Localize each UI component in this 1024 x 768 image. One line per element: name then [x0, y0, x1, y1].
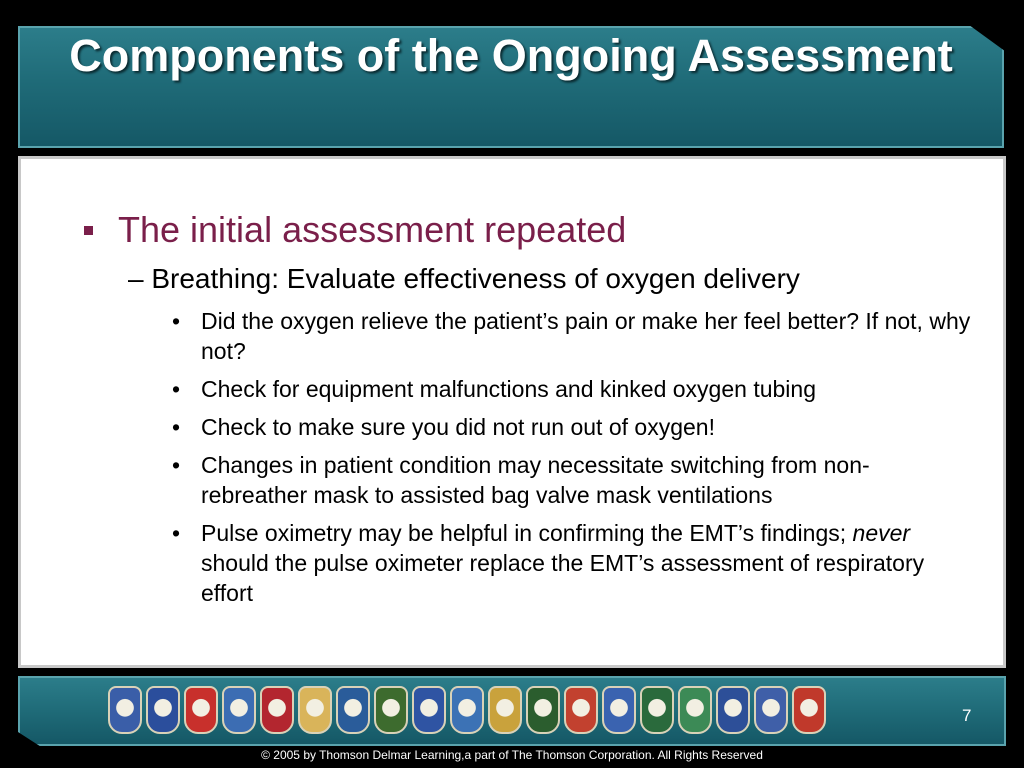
list-item	[172, 374, 972, 404]
ems-patch-logo	[716, 686, 750, 734]
list-item	[172, 412, 972, 442]
level2-text: Breathing: Evaluate effectiveness of oxygen delivery	[151, 263, 800, 294]
bullet-dot: •	[172, 376, 181, 402]
ems-patch-logo	[108, 686, 142, 734]
square-bullet-icon	[84, 226, 93, 235]
ems-patch-logo	[754, 686, 788, 734]
bullet-dot: •	[172, 452, 181, 478]
ems-patch-logo	[146, 686, 180, 734]
bullet-dot: •	[172, 520, 181, 546]
bullet-list	[172, 306, 972, 616]
ems-patch-logo	[374, 686, 408, 734]
list-item	[172, 518, 972, 608]
ems-patch-logo	[184, 686, 218, 734]
ems-patch-logo	[222, 686, 256, 734]
ems-patch-logo	[640, 686, 674, 734]
ems-patch-logo	[260, 686, 294, 734]
page-number: 7	[962, 706, 972, 725]
ems-patch-logo	[792, 686, 826, 734]
ems-patch-logo	[602, 686, 636, 734]
bullet-text: Changes in patient condition may necessitate switching from non-rebreather mask to assisted bag valve mask ventilations	[201, 452, 870, 508]
ems-patch-logo	[564, 686, 598, 734]
ems-patch-logo	[526, 686, 560, 734]
bullet-text: Did the oxygen relieve the patient’s pain or make her feel better? If not, why not?	[201, 308, 971, 364]
bullet-text-emphasis: never	[852, 520, 911, 546]
bullet-text-post: should the pulse oximeter replace the EMT’s assessment of respiratory effort	[201, 550, 925, 606]
bullet-dot: •	[172, 414, 181, 440]
ems-patch-logo	[298, 686, 332, 734]
list-item	[172, 306, 972, 366]
ems-patch-logo	[412, 686, 446, 734]
list-item	[172, 450, 972, 510]
ems-patch-logo	[336, 686, 370, 734]
bullet-text-pre: Pulse oximetry may be helpful in confirming the EMT’s findings;	[201, 520, 853, 546]
level1-text: The initial assessment repeated	[118, 209, 627, 250]
bullet-text: Check to make sure you did not run out of oxygen!	[201, 414, 715, 440]
ems-patch-logo	[678, 686, 712, 734]
dash-bullet: –	[128, 263, 144, 294]
level2-bullet	[128, 262, 800, 296]
ems-patch-logo	[488, 686, 522, 734]
agency-patches	[108, 686, 826, 738]
copyright-text: © 2005 by Thomson Delmar Learning,a part of The Thomson Corporation. All Rights Reserved	[261, 748, 763, 762]
bullet-text: Check for equipment malfunctions and kinked oxygen tubing	[201, 376, 816, 402]
slide-title: Components of the Ongoing Assessment	[69, 30, 953, 81]
bullet-dot: •	[172, 308, 181, 334]
ems-patch-logo	[450, 686, 484, 734]
